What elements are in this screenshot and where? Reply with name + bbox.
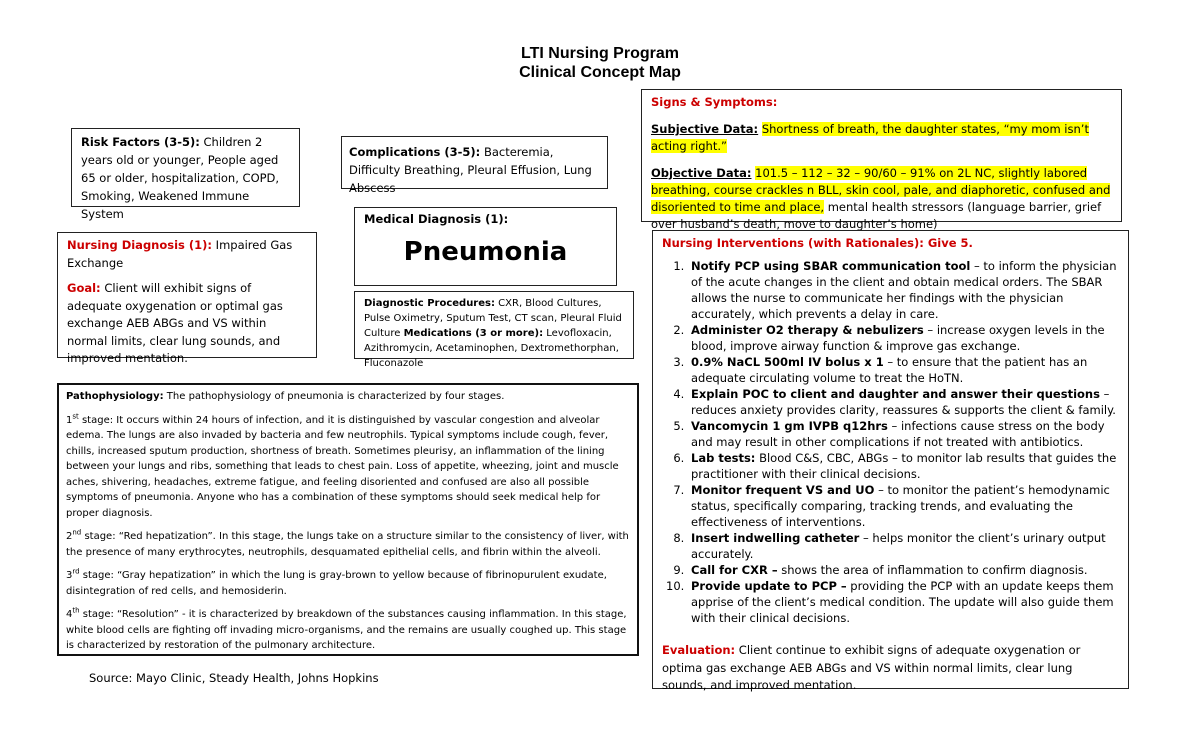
risk-factors-label: Risk Factors (3-5): xyxy=(81,135,200,149)
risk-factors-box xyxy=(71,128,300,221)
interventions-heading: Nursing Interventions (with Rationales): Give 5. xyxy=(662,236,973,250)
pathophysiology-label: Pathophysiology: xyxy=(66,391,164,402)
intervention-rationale: providing the PCP with an update keeps them apprise of the client’s medical condition. The update will also guide them with their clinical decisions. xyxy=(691,579,1114,625)
nursing-diagnosis-label: Nursing Diagnosis (1): xyxy=(67,238,213,252)
objective-rest: mental health stressors (language barrier, grief over husband’s death, move to daughter’s home) xyxy=(651,200,1102,231)
diagnostics-box xyxy=(354,291,634,369)
stage-text: stage: “Gray hepatization” in which the lung is gray-brown to yellow because of fibrinopurulent exudate, disintegration of red cells, and hemosiderin. xyxy=(66,570,607,597)
intervention-title: Insert indwelling catheter xyxy=(691,531,860,545)
evaluation xyxy=(662,642,1119,695)
stage-number: 2 xyxy=(66,531,73,542)
risk-factors-text: Children 2 years old or younger, People aged 65 or older, hospitalization, COPD, Smoking, Weakened Immune System xyxy=(81,135,280,221)
stage-ordinal: rd xyxy=(72,567,80,576)
intervention-rationale: – increase oxygen levels in the blood, improve airway function & improve gas exchange. xyxy=(691,323,1105,353)
intervention-title: Lab tests: xyxy=(691,451,756,465)
complications-label: Complications (3-5): xyxy=(349,145,481,159)
intervention-item xyxy=(688,386,1119,418)
evaluation-label: Evaluation: xyxy=(662,643,736,657)
intervention-title: 0.9% NaCL 500ml IV bolus x 1 xyxy=(691,355,884,369)
intervention-rationale: Blood C&S, CBC, ABGs – to monitor lab results that guides the practitioner with their clinical decisions. xyxy=(691,451,1117,481)
diagnostic-procedures-text: CXR, Blood Cultures, Pulse Oximetry, Sputum Test, CT scan, Pleural Fluid Culture xyxy=(364,298,622,339)
nursing-diagnosis-text: Impaired Gas Exchange xyxy=(67,238,293,270)
page-subtitle: Clinical Concept Map xyxy=(519,64,681,81)
signs-symptoms-box xyxy=(641,89,1122,231)
stage-text: stage: It occurs within 24 hours of infection, and it is distinguished by vascular congestion and alveolar edema. The lungs are also invaded by bacteria and few neutrophils. Typical symptoms include cough, fever, chills, increased sputum production, shortness of breath. Sometimes pleurisy, an inflammation of the lining between your lungs and ribs, something that leads to chest pain. Loss of appetite, wheezing, joint and muscle aches, shivering, headaches, extreme fatigue, and feeling disoriented and confused are also all possible symptoms of pneumonia. Anyone who has a combination of these symptoms should seek medical help for proper diagnosis. xyxy=(66,414,619,519)
intervention-title: Provide update to PCP – xyxy=(691,579,847,593)
medical-diagnosis-box xyxy=(354,207,617,286)
stage-number: 1 xyxy=(66,414,73,426)
medications-text: Levofloxacin, Azithromycin, Acetaminophen, Dextromethorphan, Fluconazole xyxy=(364,328,619,369)
medications-label: Medications (3 or more): xyxy=(403,328,544,339)
intervention-item xyxy=(688,322,1119,354)
intervention-title: Monitor frequent VS and UO xyxy=(691,483,875,497)
intervention-title: Administer O2 therapy & nebulizers xyxy=(691,323,924,337)
pathophysiology-box xyxy=(57,383,639,656)
signs-heading: Signs & Symptoms: xyxy=(651,95,778,109)
evaluation-text: Client continue to exhibit signs of adequate oxygenation or optima gas exchange AEB ABGs and VS within normal limits, clear lung sounds, and improved mentation. xyxy=(662,643,1081,692)
stage-number: 3 xyxy=(66,570,73,581)
subjective-label: Subjective Data: xyxy=(651,122,759,136)
stage-text: stage: “Resolution” - it is characterized by breakdown of the substances causing inflammation. In this stage, white blood cells are fighting off invading micro-organisms, and the remains are usually coughed up. This stage is characterized by restoration of the pulmonary architecture. xyxy=(66,609,627,651)
intervention-item xyxy=(688,482,1119,530)
intervention-item xyxy=(688,578,1119,626)
intervention-item xyxy=(688,354,1119,386)
stage-paragraph xyxy=(66,568,630,599)
intervention-rationale: – helps monitor the client’s urinary output accurately. xyxy=(691,531,1106,561)
stage-number: 4 xyxy=(66,609,73,620)
diagnostic-procedures-label: Diagnostic Procedures: xyxy=(364,298,495,309)
stage-text: stage: “Red hepatization”. In this stage, the lungs take on a structure similar to the consistency of liver, with the presence of many erythrocytes, neutrophils, desquamated epithelial cells, and fibrin within the alveoli. xyxy=(66,531,629,558)
stage-paragraph xyxy=(66,413,630,522)
stage-paragraph xyxy=(66,607,630,654)
intervention-rationale: – reduces anxiety provides clarity, reassures & supports the client & family. xyxy=(691,387,1116,417)
medical-diagnosis-value: Pneumonia xyxy=(403,237,568,267)
intervention-item xyxy=(688,258,1119,322)
intervention-item xyxy=(688,450,1119,482)
intervention-rationale: shows the area of inflammation to confirm diagnosis. xyxy=(777,563,1088,577)
intervention-item xyxy=(688,562,1119,578)
intervention-title: Explain POC to client and daughter and answer their questions xyxy=(691,387,1100,401)
nursing-diagnosis-box xyxy=(57,232,317,365)
intervention-rationale: – to ensure that the patient has an adequate circulating volume to treat the HoTN. xyxy=(691,355,1088,385)
goal-text: Client will exhibit signs of adequate oxygenation or optimal gas exchange AEB ABGs and VS within normal limits, clear lung sounds, and improved mentation. xyxy=(67,281,283,365)
objective-highlight: 101.5 – 112 – 32 – 90/60 – 91% on 2L NC, slightly labored breathing, course crackles n BLL, skin cool, pale, and diaphoretic, confused and disoriented to time and place, xyxy=(651,166,1111,214)
nursing-interventions-box xyxy=(652,230,1129,692)
intervention-rationale: – to monitor the patient’s hemodynamic status, specifically comparing, tracking trends, and evaluating the effectiveness of interventions. xyxy=(691,483,1110,529)
medical-diagnosis-label: Medical Diagnosis (1): xyxy=(364,212,509,226)
goal-label: Goal: xyxy=(67,281,101,295)
complications-box xyxy=(341,136,608,195)
intervention-rationale: – to inform the physician of the acute changes in the client and obtain medical orders. The SBAR allows the nurse to communicate her findings with the physician accurately, which prevents a delay in care. xyxy=(691,259,1117,321)
intervention-rationale: – infections cause stress on the body and may result in other complications if not treated with antibiotics. xyxy=(691,419,1105,449)
page-title: LTI Nursing Program xyxy=(521,45,679,62)
subjective-text: Shortness of breath, the daughter states, “my mom isn’t acting right.” xyxy=(651,122,1089,153)
objective-label: Objective Data: xyxy=(651,166,752,180)
complications-text: Bacteremia, Difficulty Breathing, Pleural Effusion, Lung Abscess xyxy=(349,145,592,195)
intervention-title: Call for CXR – xyxy=(691,563,778,577)
intervention-item xyxy=(688,530,1119,562)
intervention-item xyxy=(688,418,1119,450)
stage-ordinal: nd xyxy=(72,528,82,537)
stage-ordinal: th xyxy=(72,606,80,615)
pathophysiology-intro: The pathophysiology of pneumonia is characterized by four stages. xyxy=(166,391,505,402)
stage-paragraph xyxy=(66,529,630,560)
stage-ordinal: st xyxy=(72,412,79,421)
source-citation: Source: Mayo Clinic, Steady Health, Johns Hopkins xyxy=(89,671,379,685)
interventions-list xyxy=(662,258,1119,626)
intervention-title: Vancomycin 1 gm IVPB q12hrs xyxy=(691,419,888,433)
intervention-title: Notify PCP using SBAR communication tool xyxy=(691,259,971,273)
